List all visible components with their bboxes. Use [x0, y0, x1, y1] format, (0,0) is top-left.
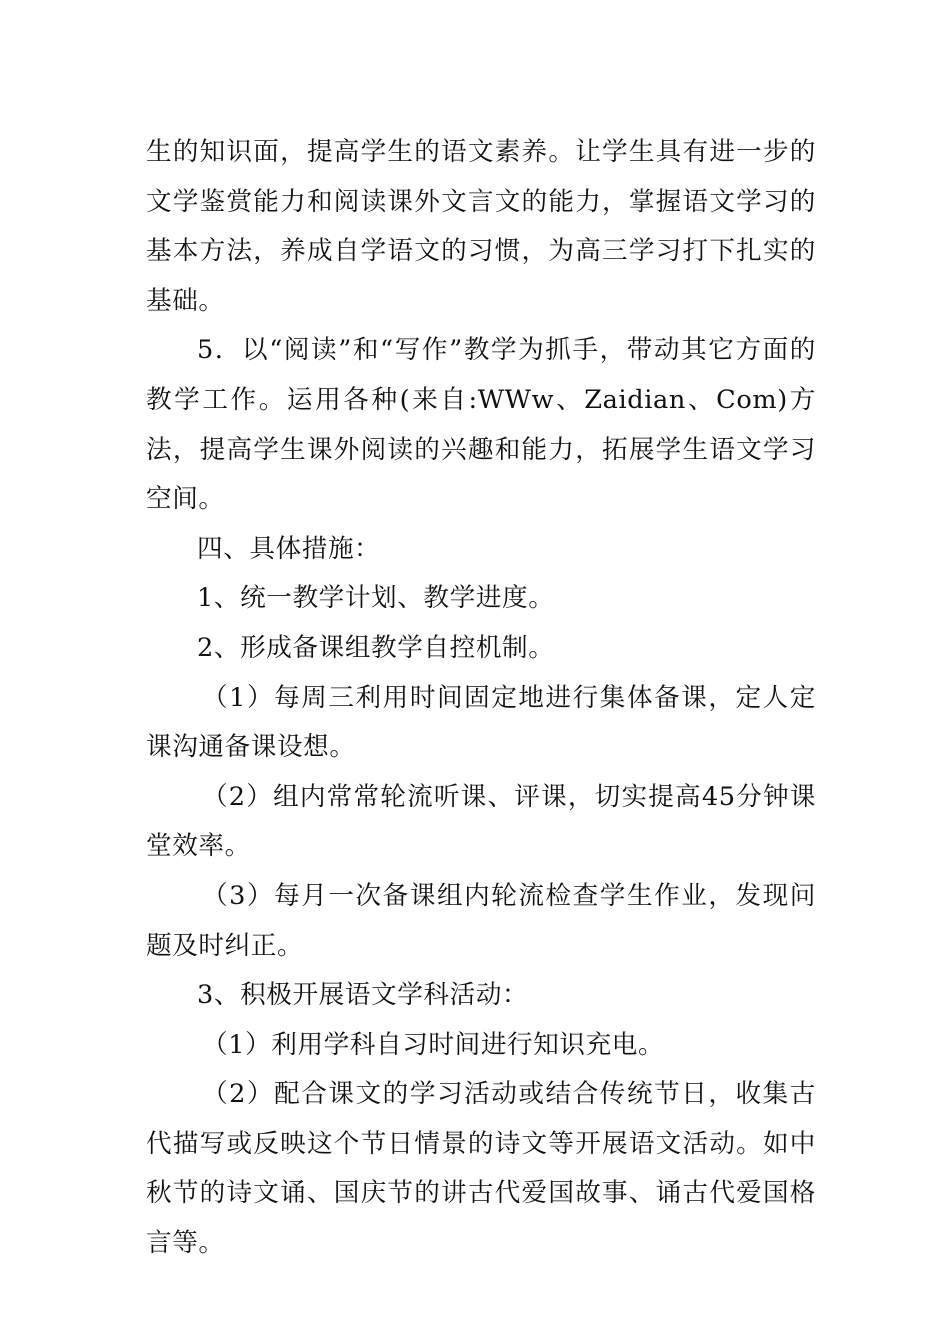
paragraph-subitem-2-3: （3）每月一次备课组内轮流检查学生作业，发现问题及时纠正。	[146, 880, 816, 961]
paragraph-subitem-3-1: （1）利用学科自习时间进行知识充电。	[202, 1029, 665, 1060]
section-heading-measures: 四、具体措施：	[197, 533, 381, 564]
paragraph-2: 5．以“阅读”和“写作”教学为抓手，带动其它方面的教学工作。运用各种(来自:WWw、Zaidian、Com)方法，提高学生课外阅读的兴趣和能力，拓展学生语文学习空间。	[146, 335, 816, 515]
paragraph-item-2: 2、形成备课组教学自控机制。	[197, 632, 555, 663]
body-text	[146, 128, 816, 1269]
paragraph-subitem-2-2: （2）组内常常轮流听课、评课，切实提高45分钟课堂效率。	[146, 781, 816, 862]
paragraph-1: 生的知识面，提高学生的语文素养。让学生具有进一步的文学鉴赏能力和阅读课外文言文的能力，掌握语文学习的基本方法，养成自学语文的习惯，为高三学习打下扎实的基础。	[146, 137, 816, 316]
paragraph-subitem-3-2: （2）配合课文的学习活动或结合传统节日，收集古代描写或反映这个节日情景的诗文等开展语文活动。如中秋节的诗文诵、国庆节的讲古代爱国故事、诵古代爱国格言等。	[146, 1079, 816, 1259]
paragraph-item-1: 1、统一教学计划、教学进度。	[197, 583, 555, 614]
paragraph-item-3: 3、积极开展语文学科活动：	[197, 980, 529, 1011]
paragraph-subitem-2-1: （1）每周三利用时间固定地进行集体备课，定人定课沟通备课设想。	[146, 682, 816, 763]
